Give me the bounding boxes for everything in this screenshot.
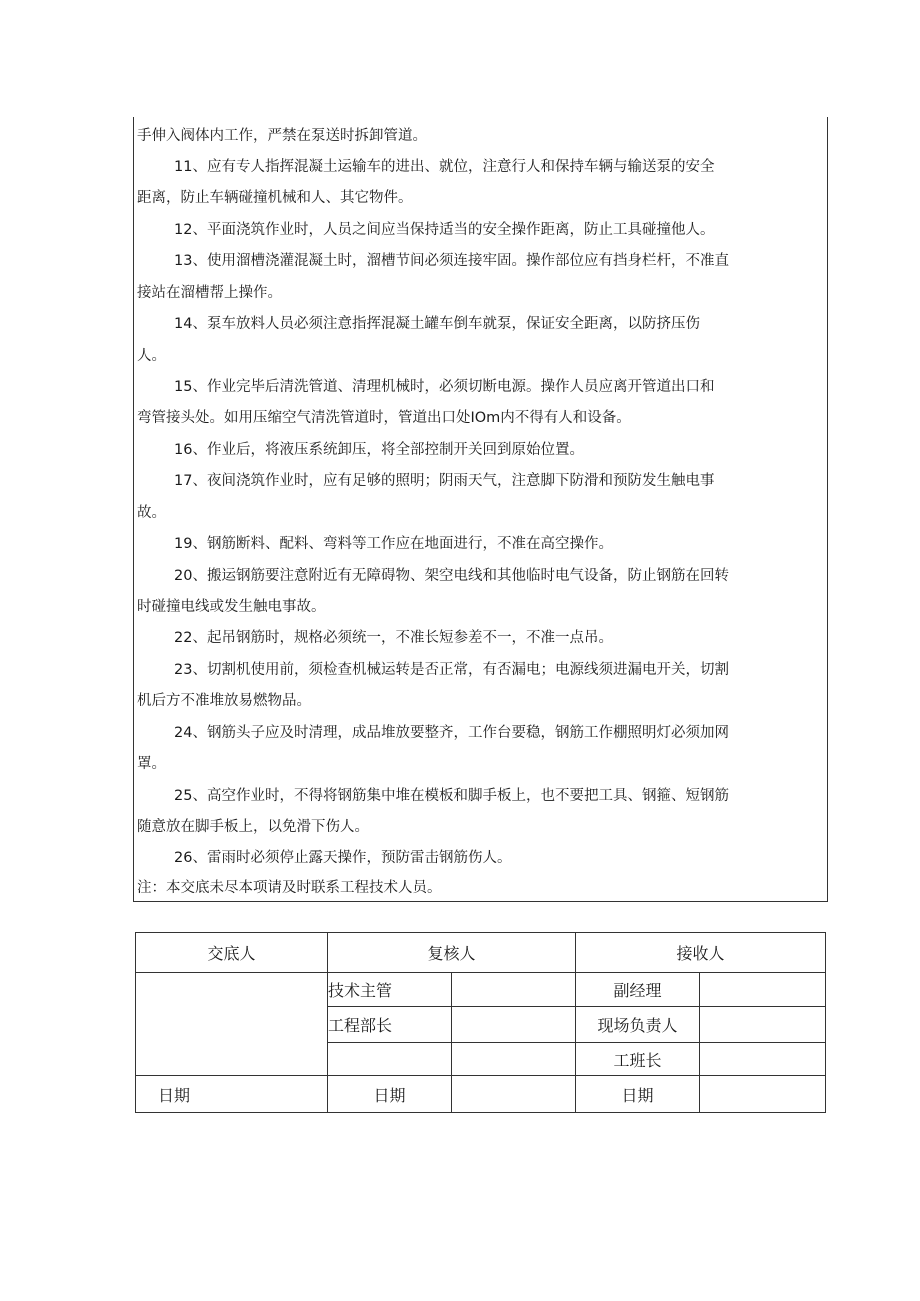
tech-lead-sign-cell[interactable] [452,973,576,1007]
text-line: 22、起吊钢筋时，规格必须统一，不准长短参差不一，不准一点吊。 [174,630,613,646]
review-header: 复核人 [328,933,576,973]
text-line: 25、高空作业时，不得将钢筋集中堆在模板和脚手板上，也不要把工具、钢箍、短钢筋 [174,788,729,804]
text-line: 12、平面浇筑作业时，人员之间应当保持适当的安全操作距离，防止工具碰撞他人。 [174,222,715,238]
text-line: 23、切割机使用前，须检查机械运转是否正常，有否漏电；电源线须进漏电开关，切割 [174,662,729,678]
tech-lead-label: 技术主管 [328,973,452,1007]
receiver-date-value[interactable] [700,1076,826,1113]
text-line: 20、搬运钢筋要注意附近有无障碍物、架空电线和其他临时电气设备，防止钢筋在回转 [174,568,729,584]
text-line: 接站在溜槽帮上操作。 [137,285,282,301]
text-line: 距离，防止车辆碰撞机械和人、其它物件。 [137,190,413,206]
text-line: 时碰撞电线或发生触电事故。 [137,599,326,615]
text-line: 随意放在脚手板上，以免滑下伤人。 [137,819,369,835]
handover-date-label: 日期 [136,1076,328,1113]
review-date-value[interactable] [452,1076,576,1113]
handover-header: 交底人 [136,933,328,973]
signoff-table [135,932,826,1113]
receiver-date-label: 日期 [576,1076,700,1113]
text-line: 15、作业完毕后清洗管道、清理机械时，必须切断电源。操作人员应离开管道出口和 [174,379,715,395]
text-line: 14、泵车放料人员必须注意指挥混凝土罐车倒车就泵，保证安全距离，以防挤压伤 [174,316,700,332]
text-line: 19、钢筋断料、配料、弯料等工作应在地面进行，不准在高空操作。 [174,536,613,552]
handover-sign-cell[interactable] [136,973,328,1076]
text-line: 机后方不准堆放易燃物品。 [137,693,311,709]
review-date-label: 日期 [328,1076,452,1113]
text-line: 17、夜间浇筑作业时，应有足够的照明；阴雨天气，注意脚下防滑和预防发生触电事 [174,473,715,489]
text-line: 16、作业后，将液压系统卸压，将全部控制开关回到原始位置。 [174,442,584,458]
note-line: 注：本交底未尽本项请及时联系工程技术人员。 [137,880,442,896]
review-extra-label-cell [328,1043,452,1076]
site-lead-sign-cell[interactable] [700,1007,826,1043]
site-lead-label: 现场负责人 [576,1007,700,1043]
eng-dept-head-sign-cell[interactable] [452,1007,576,1043]
team-leader-label: 工班长 [576,1043,700,1076]
text-line: 人。 [137,348,166,364]
text-line: 11、应有专人指挥混凝土运输车的进出、就位，注意行人和保持车辆与输送泵的安全 [174,159,715,175]
review-extra-sign-cell[interactable] [452,1043,576,1076]
deputy-manager-sign-cell[interactable] [700,973,826,1007]
text-line: 24、钢筋头子应及时清理，成品堆放要整齐，工作台要稳，钢筋工作棚照明灯必须加网 [174,725,729,741]
text-line: 13、使用溜槽浇灌混凝土时，溜槽节间必须连接牢固。操作部位应有挡身栏杆，不准直 [174,253,729,269]
text-line: 弯管接头处。如用压缩空气清洗管道时，管道出口处IOm内不得有人和设备。 [137,410,631,426]
deputy-manager-label: 副经理 [576,973,700,1007]
receiver-header: 接收人 [576,933,826,973]
text-line: 手伸入阀体内工作，严禁在泵送时拆卸管道。 [137,128,427,144]
eng-dept-head-label: 工程部长 [328,1007,452,1043]
text-line: 故。 [137,505,166,521]
text-line: 罩。 [137,756,166,772]
team-leader-sign-cell[interactable] [700,1043,826,1076]
text-line: 26、雷雨时必须停止露天操作，预防雷击钢筋伤人。 [174,850,512,866]
